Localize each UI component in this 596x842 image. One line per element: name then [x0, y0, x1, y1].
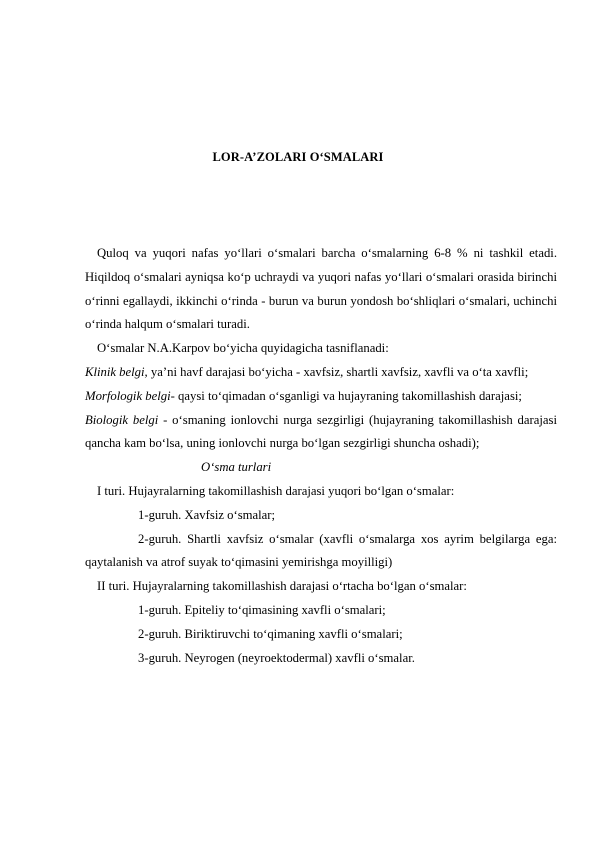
- type1-heading: I turi. Hujayralarning takomillashish darajasi yuqori bo‘lgan o‘smalar:: [97, 483, 455, 498]
- types-subtitle: O‘sma turlari: [201, 460, 272, 475]
- intro-paragraph: Quloq va yuqori nafas yo‘llari o‘smalari barcha o‘smalarning 6-8 % ni tashkil etadi. Hiqildoq o‘smalari ayniqsa ko‘p uchraydi va yuqori nafas yo‘llari o‘smalari orasida birinchi o‘rinni egallaydi, ikkinchi o‘rinda - burun va burun yondosh bo‘shliqlari o‘smalari, uchinchi o‘rinda halqum o‘smalari turadi.: [85, 246, 557, 332]
- type1-group-1: 1-guruh. Xavfsiz o‘smalar;: [138, 507, 276, 522]
- document-body: [85, 242, 557, 670]
- type2-heading: II turi. Hujayralarning takomillashish darajasi o‘rtacha bo‘lgan o‘smalar:: [97, 579, 467, 594]
- morfologik-paragraph: [85, 385, 557, 409]
- klinik-term: Klinik belgi,: [85, 364, 148, 379]
- biologik-text: - o‘smaning ionlovchi nurga sezgirligi (hujayraning takomillashish darajasi qancha kam bo‘lsa, uning ionlovchi nurga bo‘lgan sezgirligi shuncha oshadi);: [85, 412, 558, 451]
- type1-group-2: 2-guruh. Shartli xavfsiz o‘smalar (xavfli o‘smalarga xos ayrim belgilarga ega: qaytalanish va atrof suyak to‘qimasini yemirishga moyilligi): [85, 531, 557, 570]
- morfologik-text: qaysi to‘qimadan o‘sganligi va hujayraning takomillashish darajasi;: [174, 388, 522, 403]
- morfologik-term: Morfologik belgi-: [85, 388, 175, 403]
- type2-group-2: 2-guruh. Biriktiruvchi to‘qimaning xavfli o‘smalari;: [138, 626, 403, 641]
- type2-group-3: 3-guruh. Neyrogen (neyroektodermal) xavfli o‘smalar.: [138, 650, 415, 665]
- biologik-term: Biologik belgi: [85, 412, 159, 427]
- type2-group-1: 1-guruh. Epiteliy to‘qimasining xavfli o‘smalari;: [138, 602, 386, 617]
- biologik-paragraph: [85, 409, 557, 457]
- page-title: LOR-A’ZOLARI O‘SMALARI: [212, 150, 384, 164]
- klinik-paragraph: [85, 361, 557, 385]
- klinik-text: ya’ni havf darajasi bo‘yicha - xavfsiz, shartli xavfsiz, xavfli va o‘ta xavfli;: [147, 364, 529, 379]
- classification-intro: O‘smalar N.A.Karpov bo‘yicha quyidagicha tasniflanadi:: [97, 341, 389, 356]
